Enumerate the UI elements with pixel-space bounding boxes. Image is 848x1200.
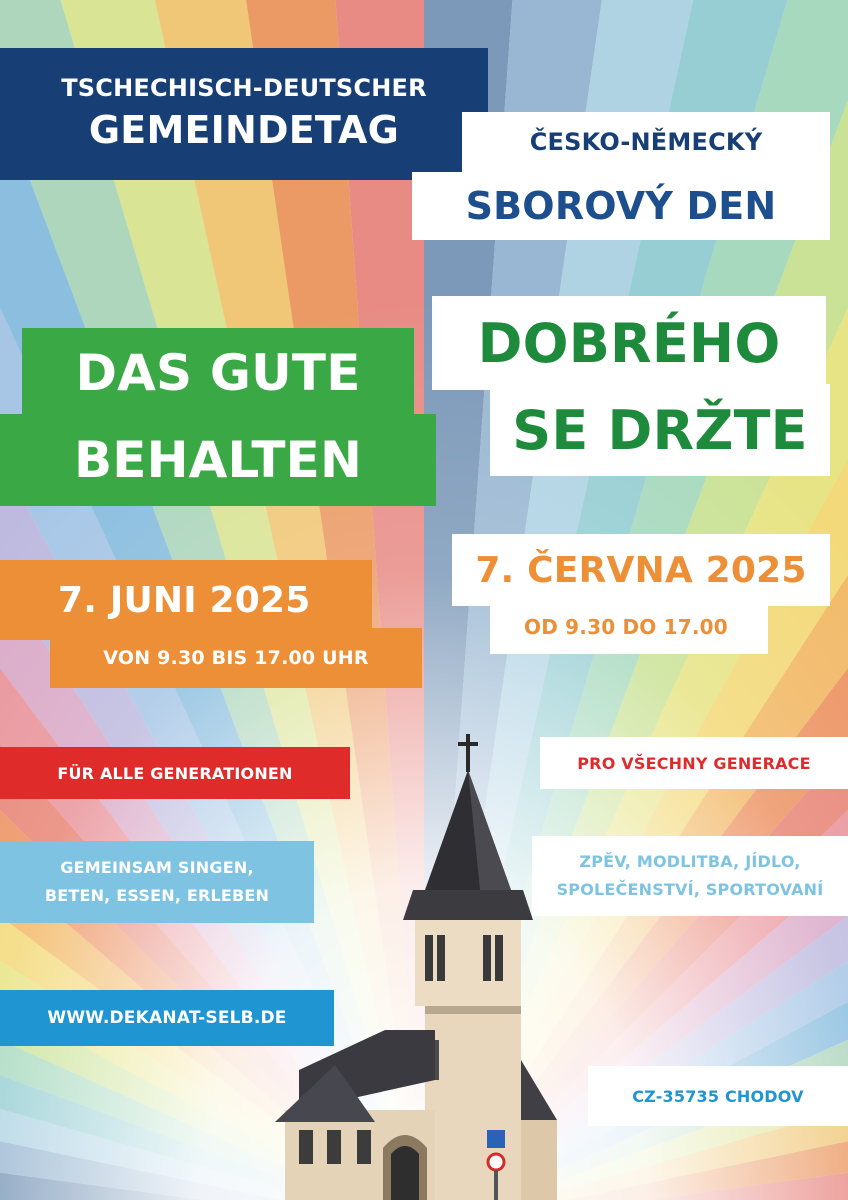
motto-cz-line1: DOBRÉHO [477,311,781,375]
location: CZ-35735 CHODOV [632,1086,804,1106]
location-banner [588,1066,848,1126]
motto-cz-line2: SE DRŽTE [512,398,808,462]
time-cz: OD 9.30 DO 17.00 [524,615,728,639]
header-cz-line1: ČESKO-NĚMECKÝ [529,128,763,156]
date-de: 7. JUNI 2025 [58,579,311,621]
motto-cz-banner [432,296,826,390]
time-de: VON 9.30 BIS 17.00 UHR [103,647,369,669]
date-cz-banner [452,534,830,606]
time-de-banner [50,628,422,688]
activities-cz-line2: SPOLEČENSTVÍ, SPORTOVANÍ [556,880,824,899]
motto-de-line2: BEHALTEN [73,431,363,489]
generations-cz: PRO VŠECHNY GENERACE [577,753,811,773]
activities-de-line1: GEMEINSAM SINGEN, [60,858,254,877]
header-de-line1: TSCHECHISCH-DEUTSCHER [61,74,427,102]
header-de-banner [0,48,488,180]
header-cz-banner [462,112,830,172]
activities-cz-line1: ZPĚV, MODLITBA, JÍDLO, [579,852,801,871]
header-cz-line2: SBOROVÝ DEN [465,184,777,228]
time-cz-banner [490,600,768,654]
header-de-line2: GEMEINDETAG [88,108,400,152]
website-link[interactable]: WWW.DEKANAT-SELB.DE [47,1008,287,1028]
activities-cz-banner [532,836,848,916]
generations-cz-banner [540,737,848,789]
generations-de: FÜR ALLE GENERATIONEN [57,763,293,783]
motto-de-banner-2 [0,414,436,506]
activities-de-line2: BETEN, ESSEN, ERLEBEN [44,886,270,905]
church-icon [275,734,557,1200]
motto-cz-banner-2 [490,384,830,476]
motto-de-line1: DAS GUTE [75,344,361,402]
header-cz-banner-2 [412,172,830,240]
church-illustration [265,730,565,1200]
motto-de-banner [22,328,414,418]
date-cz: 7. ČERVNA 2025 [475,549,807,591]
